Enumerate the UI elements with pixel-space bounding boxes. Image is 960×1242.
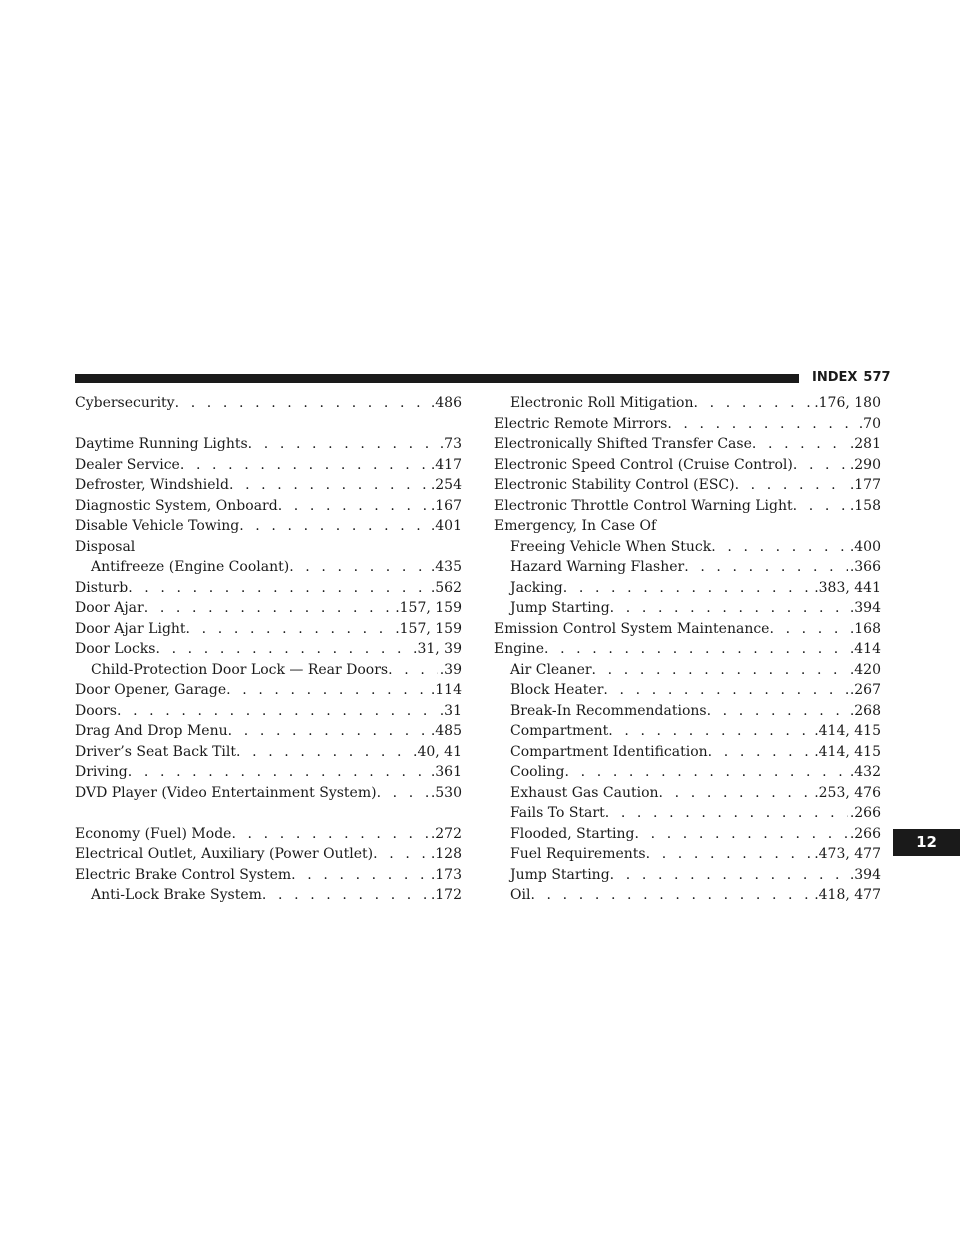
dot-leader	[128, 578, 429, 599]
page-reference: .361	[430, 764, 462, 780]
index-entry	[494, 619, 881, 640]
dot-leader	[226, 680, 429, 701]
index-subentry	[494, 844, 881, 865]
index-entry	[494, 516, 881, 537]
dot-leader	[180, 455, 429, 476]
index-subentry	[494, 762, 881, 783]
index-term: Door Ajar	[75, 600, 144, 616]
page-reference: .485	[430, 723, 462, 739]
index-term: Disposal	[75, 538, 136, 555]
index-term: Door Opener, Garage	[75, 682, 227, 698]
index-entry	[75, 762, 462, 783]
page-reference: .420	[849, 661, 881, 678]
index-term: Anti-Lock Brake System	[91, 887, 262, 903]
index-entry	[75, 865, 462, 886]
index-subentry	[494, 803, 881, 824]
index-entry	[75, 844, 462, 865]
page-reference: .290	[849, 456, 881, 473]
dot-leader	[635, 824, 848, 845]
index-term: Electronic Roll Mitigation	[510, 395, 694, 411]
page-reference: .266	[849, 805, 881, 821]
index-subentry	[494, 598, 881, 619]
page-reference: .401	[430, 518, 462, 534]
index-term: Exhaust Gas Caution	[510, 784, 659, 801]
page-reference: .366	[849, 559, 881, 575]
page-reference: .394	[849, 600, 881, 616]
page-reference: .266	[849, 825, 881, 842]
dot-leader	[565, 762, 848, 783]
index-term: Electronic Throttle Control Warning Light	[494, 497, 793, 514]
index-entry	[75, 680, 462, 701]
page-reference: .172	[430, 887, 462, 903]
index-entry	[494, 414, 881, 435]
index-entry	[75, 598, 462, 619]
dot-leader	[711, 537, 848, 558]
index-entry	[494, 639, 881, 660]
page-reference: .157, 159	[395, 600, 462, 616]
index-term: Driver’s Seat Back Tilt	[75, 743, 236, 760]
index-entry	[75, 783, 462, 804]
index-term: Fails To Start	[510, 805, 605, 821]
index-term: Daytime Running Lights	[75, 436, 248, 452]
index-term: Electric Remote Mirrors	[494, 415, 668, 432]
index-entry	[494, 455, 881, 476]
index-term: Drag And Drop Menu	[75, 723, 228, 739]
page-reference: .417	[430, 456, 462, 473]
index-term: Oil	[510, 887, 531, 903]
dot-leader	[289, 557, 429, 578]
index-term: Economy (Fuel) Mode	[75, 825, 232, 842]
index-subentry	[494, 578, 881, 599]
page-reference: .177	[849, 477, 881, 493]
page-reference: .70	[858, 415, 881, 432]
dot-leader	[175, 393, 429, 414]
index-term: Child-Protection Door Lock — Rear Doors	[91, 661, 389, 678]
page-reference: .267	[849, 682, 881, 698]
index-term: Freeing Vehicle When Stuck	[510, 538, 712, 555]
index-term: Defroster, Windshield	[75, 477, 229, 493]
index-entry	[75, 496, 462, 517]
index-term: Cybersecurity	[75, 395, 175, 411]
index-term: DVD Player (Video Entertainment System)	[75, 784, 377, 801]
index-term: Fuel Requirements	[510, 846, 646, 862]
page-reference: .253, 476	[814, 784, 881, 801]
page-reference: .394	[849, 866, 881, 883]
dot-leader	[608, 721, 812, 742]
index-entry	[494, 496, 881, 517]
index-term: Disturb	[75, 579, 129, 596]
dot-leader	[377, 783, 429, 804]
index-subentry	[494, 393, 881, 414]
index-term: Electronically Shifted Transfer Case	[494, 436, 752, 452]
dot-leader	[793, 455, 848, 476]
page-reference: .254	[430, 477, 462, 493]
dot-leader	[603, 680, 847, 701]
index-entry	[75, 742, 462, 763]
dot-leader	[563, 578, 812, 599]
page-reference: .73	[439, 436, 462, 452]
dot-leader	[229, 475, 429, 496]
index-subentry	[494, 865, 881, 886]
page-reference: .31	[439, 702, 462, 719]
index-term: Hazard Warning Flasher	[510, 559, 685, 575]
dot-leader	[278, 496, 429, 517]
page-reference: .414	[849, 641, 881, 657]
dot-leader	[646, 844, 813, 865]
dot-leader	[144, 598, 393, 619]
dot-leader	[544, 639, 848, 660]
index-term: Compartment Identification	[510, 743, 708, 760]
index-term: Disable Vehicle Towing	[75, 518, 240, 534]
index-subentry	[494, 885, 881, 906]
index-subentry	[494, 783, 881, 804]
index-entry	[75, 619, 462, 640]
index-subentry	[494, 537, 881, 558]
index-subentry	[494, 721, 881, 742]
index-entry	[494, 434, 881, 455]
page-reference: .562	[430, 579, 462, 596]
page-reference: .39	[439, 661, 462, 678]
index-subentry	[75, 660, 462, 681]
page-reference: .173	[430, 866, 462, 883]
index-term: Electrical Outlet, Auxiliary (Power Outlet)	[75, 846, 374, 862]
running-header	[812, 369, 891, 387]
index-column-right	[494, 393, 881, 906]
dot-leader	[735, 475, 848, 496]
page-reference: .128	[430, 846, 462, 862]
page-reference: .383, 441	[814, 579, 881, 596]
chapter-tab: 12	[893, 829, 960, 856]
dot-leader	[291, 865, 429, 886]
index-subentry	[494, 680, 881, 701]
index-term: Flooded, Starting	[510, 825, 635, 842]
dot-leader	[128, 762, 429, 783]
dot-leader	[236, 742, 411, 763]
index-column-left	[75, 393, 462, 906]
index-entry	[75, 475, 462, 496]
page-reference: .157, 159	[395, 620, 462, 637]
page-reference: .176, 180	[814, 395, 881, 411]
index-term: Doors	[75, 702, 117, 719]
index-entry	[75, 393, 462, 414]
header-rule	[75, 374, 799, 383]
index-term: Jump Starting	[510, 600, 610, 616]
dot-leader	[239, 516, 429, 537]
index-term: Emission Control System Maintenance	[494, 620, 770, 637]
page-reference: .486	[430, 395, 462, 411]
index-term: Driving	[75, 764, 128, 780]
dot-leader	[155, 639, 411, 660]
page-reference: .530	[430, 784, 462, 801]
index-subentry	[75, 557, 462, 578]
index-term: Electric Brake Control System	[75, 866, 292, 883]
dot-leader	[388, 660, 438, 681]
page-reference: .40, 41	[413, 743, 462, 760]
index-subentry	[494, 660, 881, 681]
index-entry	[75, 537, 462, 558]
dot-leader	[707, 701, 848, 722]
page-reference: .432	[849, 764, 881, 780]
dot-leader	[659, 783, 813, 804]
dot-leader	[769, 619, 847, 640]
dot-leader	[610, 865, 848, 886]
dot-leader	[793, 496, 848, 517]
dot-leader	[667, 414, 856, 435]
dot-leader	[248, 434, 438, 455]
page-reference: .31, 39	[413, 641, 462, 657]
dot-leader	[605, 803, 848, 824]
index-term: Cooling	[510, 764, 565, 780]
index-subentry	[75, 885, 462, 906]
index-entry	[75, 516, 462, 537]
index-subentry	[494, 742, 881, 763]
dot-leader	[373, 844, 429, 865]
page-reference: .268	[849, 702, 881, 719]
index-subentry	[494, 557, 881, 578]
page-reference: .400	[849, 538, 881, 555]
dot-leader	[117, 701, 438, 722]
index-entry	[75, 824, 462, 845]
dot-leader	[228, 721, 429, 742]
index-term: Engine	[494, 641, 544, 657]
index-term: Emergency, In Case Of	[494, 518, 657, 534]
index-term: Diagnostic System, Onboard	[75, 497, 278, 514]
page-reference: .414, 415	[814, 723, 881, 739]
index-term: Jacking	[510, 579, 563, 596]
index-entry	[75, 434, 462, 455]
index-term: Electronic Speed Control (Cruise Control)	[494, 456, 793, 473]
dot-leader	[530, 885, 812, 906]
index-term: Door Locks	[75, 641, 156, 657]
page-reference: .114	[430, 682, 462, 698]
page-reference: .473, 477	[814, 846, 881, 862]
dot-leader	[186, 619, 394, 640]
index-term: Dealer Service	[75, 456, 180, 473]
index-term: Air Cleaner	[510, 661, 592, 678]
dot-leader	[231, 824, 428, 845]
page-reference: .272	[430, 825, 462, 842]
index-term: Break-In Recommendations	[510, 702, 707, 719]
index-term: Door Ajar Light	[75, 620, 186, 637]
index-entry	[75, 578, 462, 599]
index-term: Electronic Stability Control (ESC)	[494, 477, 735, 493]
dot-leader	[694, 393, 813, 414]
page-reference: .281	[849, 436, 881, 452]
index-term: Block Heater	[510, 682, 604, 698]
index-term: Antifreeze (Engine Coolant)	[91, 559, 290, 575]
index-entry	[494, 475, 881, 496]
dot-leader	[262, 885, 429, 906]
index-term: Compartment	[510, 723, 609, 739]
index-entry	[75, 721, 462, 742]
index-subentry	[494, 701, 881, 722]
dot-leader	[684, 557, 848, 578]
page-reference: .167	[430, 497, 462, 514]
page-reference: .435	[430, 559, 462, 575]
page-number: 577	[863, 370, 891, 385]
dot-leader	[610, 598, 848, 619]
section-title: INDEX	[812, 370, 858, 385]
dot-leader	[752, 434, 848, 455]
page-reference: .414, 415	[814, 743, 881, 760]
dot-leader	[592, 660, 848, 681]
index-entry	[75, 455, 462, 476]
index-subentry	[494, 824, 881, 845]
index-entry	[75, 639, 462, 660]
index-term: Jump Starting	[510, 866, 610, 883]
index-entry	[75, 701, 462, 722]
page-reference: .158	[849, 497, 881, 514]
page-reference: .168	[849, 620, 881, 637]
page-reference: .418, 477	[814, 887, 881, 903]
dot-leader	[708, 742, 813, 763]
